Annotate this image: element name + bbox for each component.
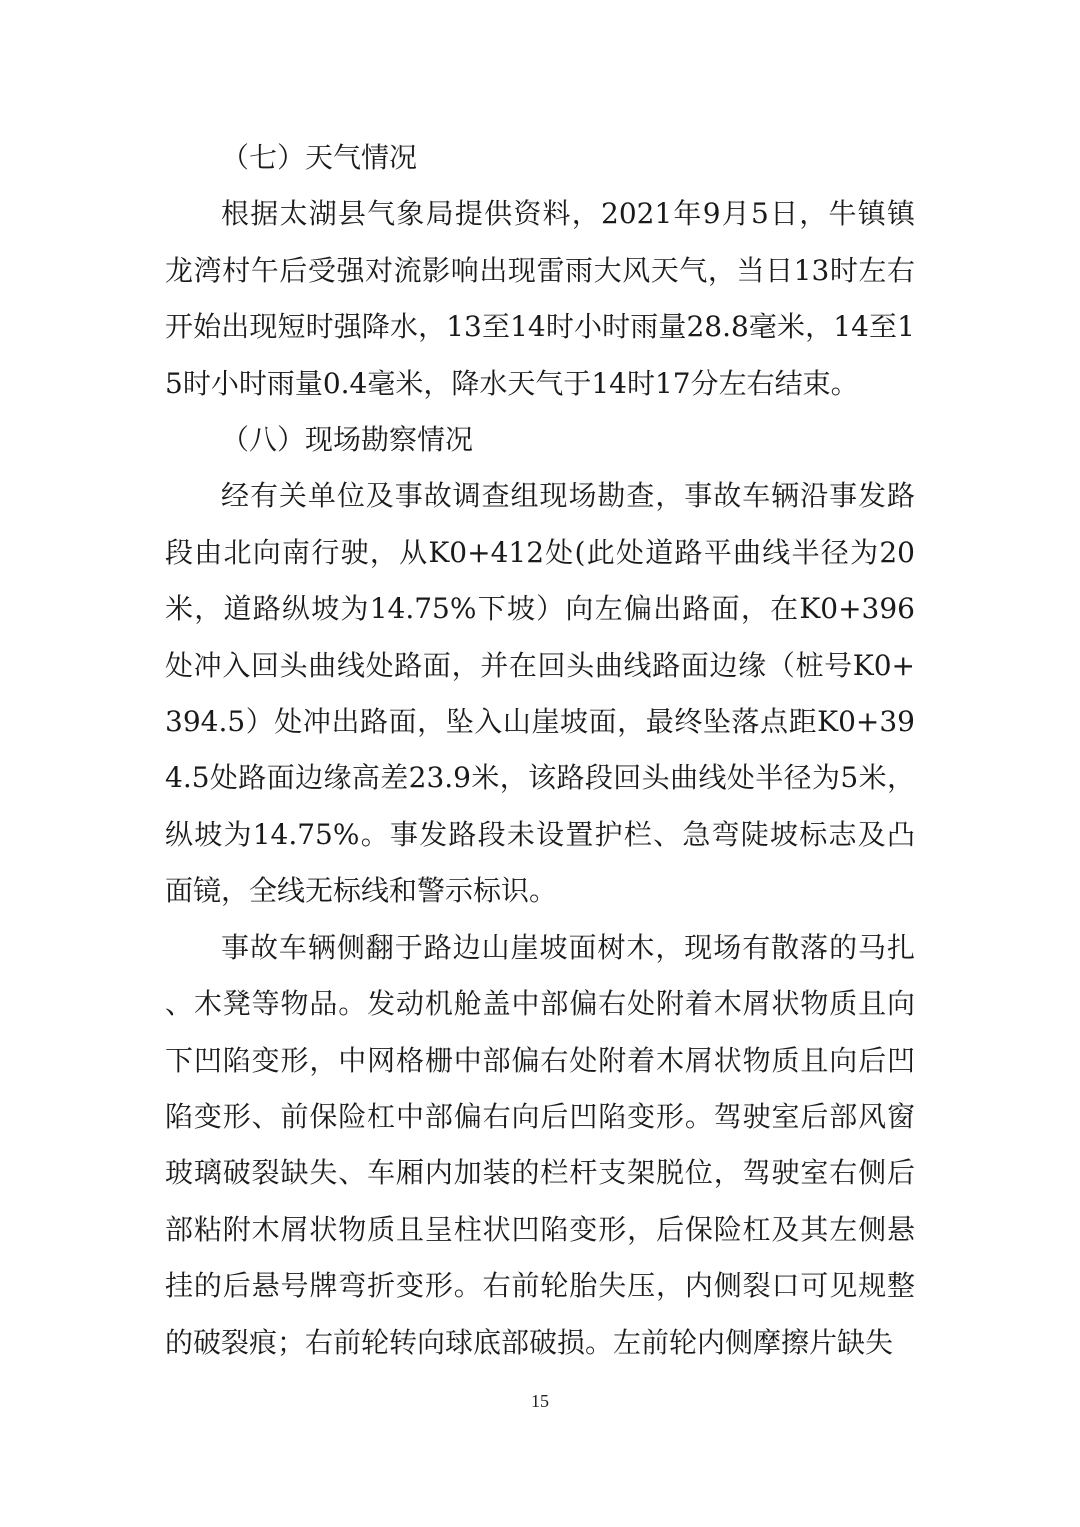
section-heading-site-survey: （八）现场勘察情况 [221, 423, 474, 457]
paragraph-site-survey-road: 经有关单位及事故调查组现场勘查，事故车辆沿事发路段由北向南行驶，从K0+412处(此处道路平曲线半径为20米，道路纵坡为14.75%下坡）向左偏出路面，在K0+396处冲入回头曲线处路面，并在回头曲线路面边缘（桩号K0+394.5）处冲出路面，坠入山崖坡面，最终坠落点距K0+394.5处路面边缘高差23.9米，该路段回头曲线处半径为5米，纵坡为14.75%。事发路段未设置护栏、急弯陡坡标志及凸面镜，全线无标线和警示标识。 [165, 479, 915, 908]
page-number: 15 [531, 1391, 549, 1411]
document-body [165, 130, 915, 1371]
paragraph-weather: 根据太湖县气象局提供资料，2021年9月5日，牛镇镇龙湾村午后受强对流影响出现雷雨大风天气，当日13时左右开始出现短时强降水，13至14时小时雨量28.8毫米，14至15时小时雨量0.4毫米，降水天气于14时17分左右结束。 [165, 197, 915, 400]
section-heading-weather: （七）天气情况 [221, 141, 418, 174]
paragraph-site-survey-vehicle: 事故车辆侧翻于路边山崖坡面树木，现场有散落的马扎、木凳等物品。发动机舱盖中部偏右处附着木屑状物质且向下凹陷变形，中网格栅中部偏右处附着木屑状物质且向后凹陷变形、前保险杠中部偏右向后凹陷变形。驾驶室后部风窗玻璃破裂缺失、车厢内加装的栏杆支架脱位，驾驶室右侧后部粘附木屑状物质且呈柱状凹陷变形，后保险杠及其左侧悬挂的后悬号牌弯折变形。右前轮胎失压，内侧裂口可见规整的破裂痕；右前轮转向球底部破损。左前轮内侧摩擦片缺失 [165, 930, 915, 1359]
